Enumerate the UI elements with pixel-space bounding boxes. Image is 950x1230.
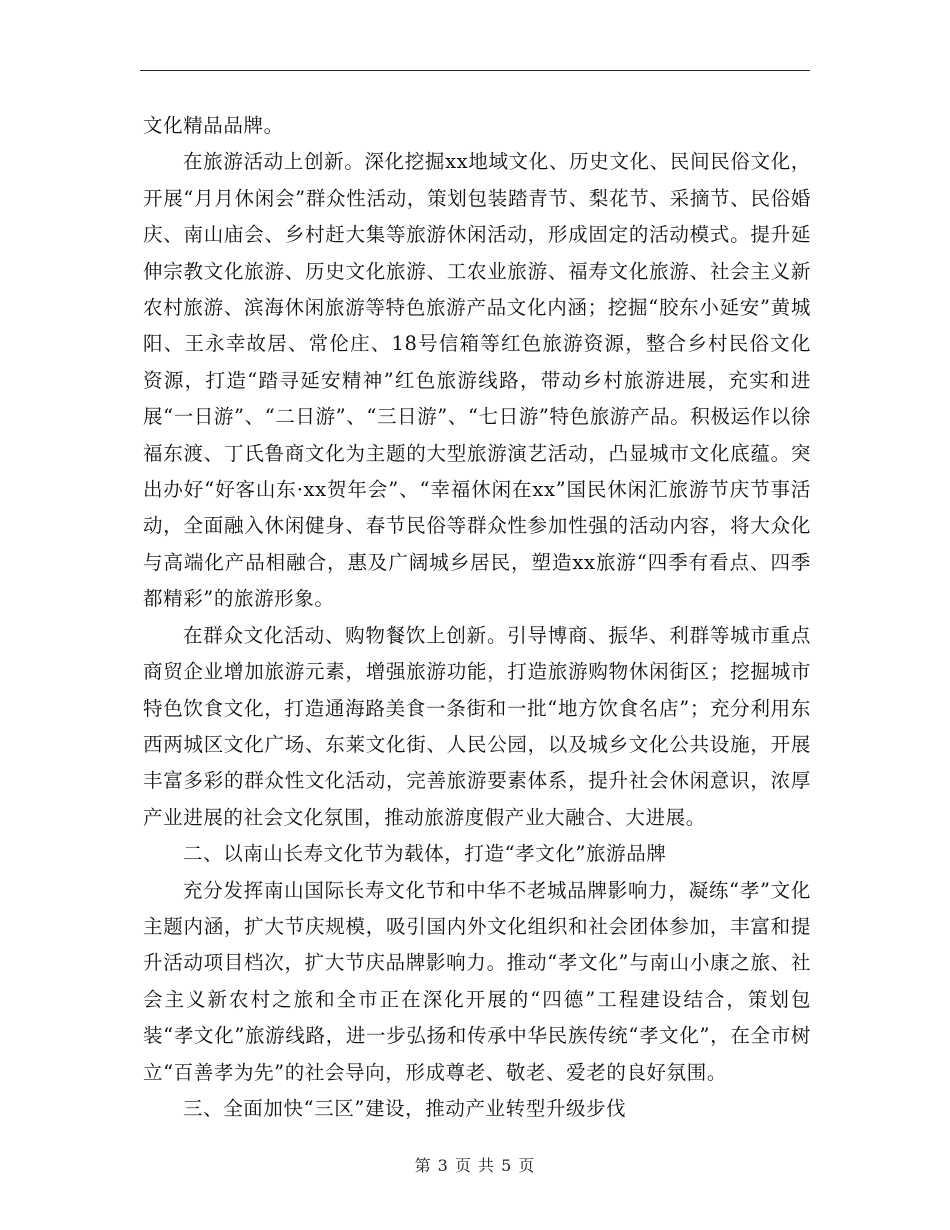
paragraph-4: 充分发挥南山国际长寿文化节和中华不老城品牌影响力，凝练“孝”文化主题内涵，扩大节庆规模，吸引国内外文化组织和社会团体参加，丰富和提升活动项目档次，扩大节庆品牌影响力。推动“孝文化”与南山小康之旅、社会主义新农村之旅和全市正在深化开展的“四德”工程建设结合，策划包装“孝文化”旅游线路，进一步弘扬和传承中华民族传统“孝文化”，在全市树立“百善孝为先”的社会导向，形成尊老、敬老、爱老的良好氛围。 — [143, 878, 811, 1084]
document-body — [143, 108, 811, 1127]
section-heading-3: 三、全面加快“三区”建设，推动产业转型升级步伐 — [183, 1096, 627, 1120]
paragraph-1: 文化精品品牌。 — [143, 114, 284, 137]
paragraph-3: 在群众文化活动、购物餐饮上创新。引导博商、振华、利群等城市重点商贸企业增加旅游元素，增强旅游功能，打造旅游购物休闲街区；挖掘城市特色饮食文化，打造通海路美食一条街和一批“地方饮食名店”；充分利用东西两城区文化广场、东莱文化街、人民公园，以及城乡文化公共设施，开展丰富多彩的群众性文化活动，完善旅游要素体系，提升社会休闲意识，浓厚产业进展的社会文化氛围，推动旅游度假产业大融合、大进展。 — [143, 623, 811, 829]
page-number-footer: 第 3 页 共 5 页 — [414, 1156, 536, 1175]
section-heading-2: 二、以南山长寿文化节为载体，打造“孝文化”旅游品牌 — [183, 842, 667, 866]
paragraph-2: 在旅游活动上创新。深化挖掘xx地域文化、历史文化、民间民俗文化，开展“月月休闲会”群众性活动，策划包装踏青节、梨花节、采摘节、民俗婚庆、南山庙会、乡村赶大集等旅游休闲活动，形成固定的活动模式。提升延伸宗教文化旅游、历史文化旅游、工农业旅游、福寿文化旅游、社会主义新农村旅游、滨海休闲旅游等特色旅游产品文化内涵；挖掘“胶东小延安”黄城阳、王永幸故居、常伦庄、18号信箱等红色旅游资源，整合乡村民俗文化资源，打造“踏寻延安精神”红色旅游线路，带动乡村旅游进展，充实和进展“一日游”、“二日游”、“三日游”、“七日游”特色旅游产品。积极运作以徐福东渡、丁氏鲁商文化为主题的大型旅游演艺活动，凸显城市文化底蕴。突出办好“好客山东·xx贺年会”、“幸福休闲在xx”国民休闲汇旅游节庆节事活动，全面融入休闲健身、春节民俗等群众性参加性强的活动内容，将大众化与高端化产品相融合，惠及广阔城乡居民，塑造xx旅游“四季有看点、四季都精彩”的旅游形象。 — [143, 150, 811, 611]
header-rule — [140, 70, 810, 71]
